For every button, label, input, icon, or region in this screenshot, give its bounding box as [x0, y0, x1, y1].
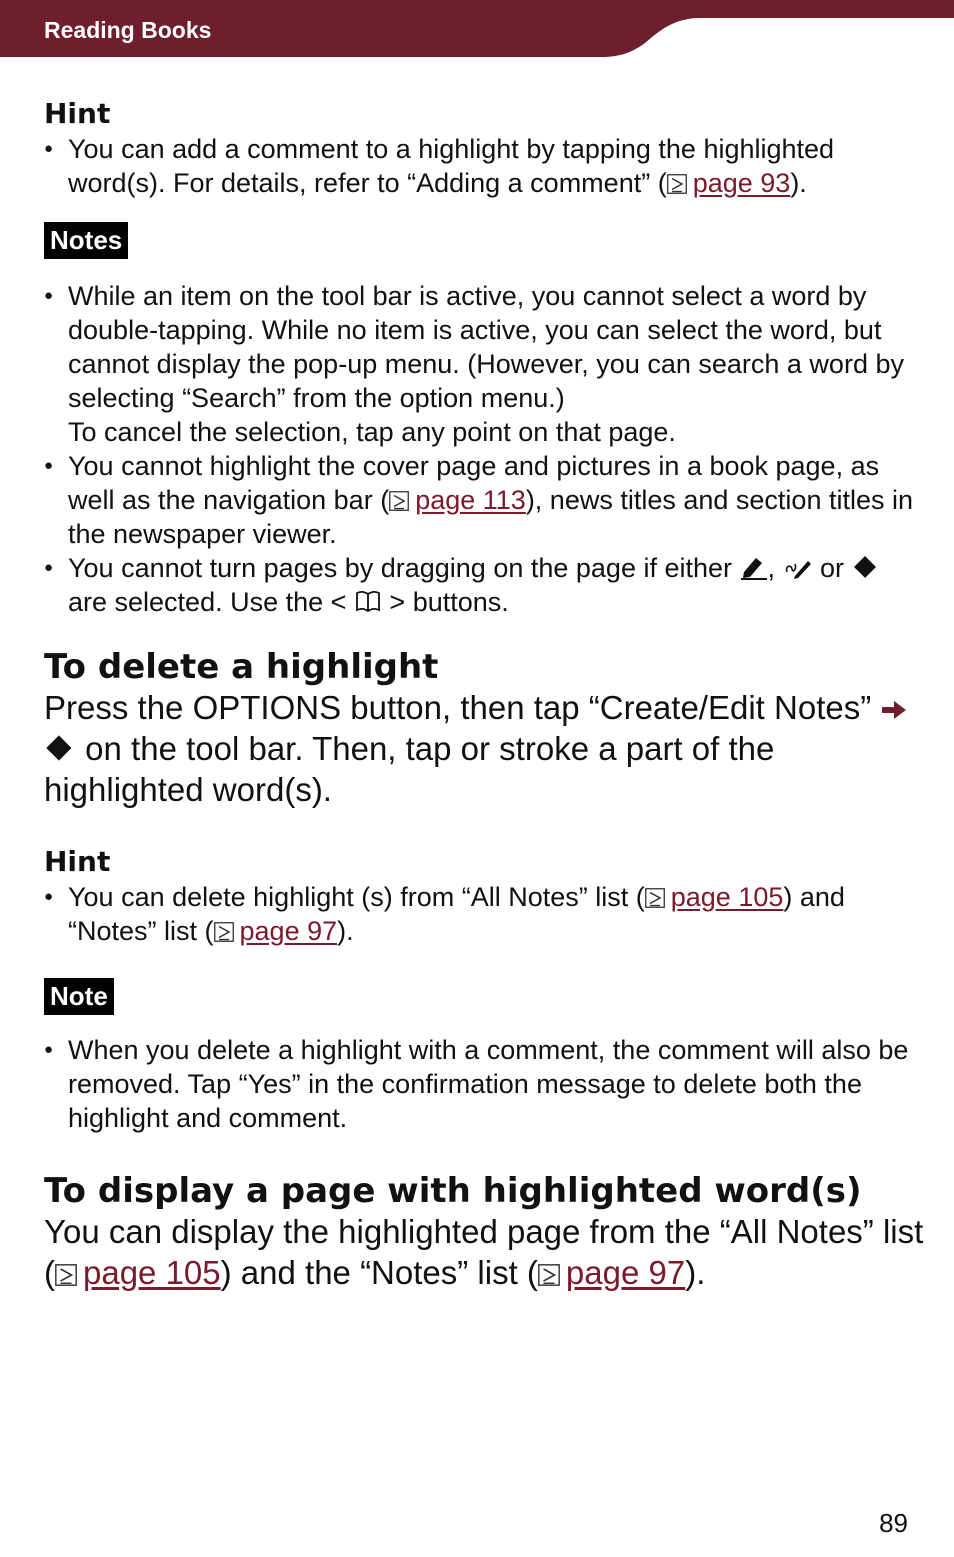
notes-badge: Notes — [44, 222, 128, 259]
page-reference-link[interactable] — [389, 485, 526, 515]
note-item: ● When you delete a highlight with a comment, the comment will also be removed. Tap “Yes” in the confirmation message to delete both the highlight and comment. — [44, 1033, 924, 1135]
section-heading-display: To display a page with highlighted word(s) — [44, 1171, 862, 1211]
note-list — [44, 1033, 924, 1135]
display-instructions: You can display the highlighted page from the “All Notes” list ( page 105) and the “Notes” list ( page 97). — [44, 1213, 924, 1291]
ref-arrow-icon — [645, 888, 665, 908]
pen-icon — [783, 556, 813, 580]
page-reference-text: page 97 — [565, 1254, 686, 1291]
page-reference-text: page 93 — [692, 168, 791, 198]
page-content — [44, 96, 924, 1293]
book-icon — [354, 590, 382, 614]
page-reference-link[interactable] — [214, 916, 338, 946]
page-reference-link[interactable] — [55, 1254, 221, 1291]
delete-instructions: Press the OPTIONS button, then tap “Create/Edit Notes” on the tool bar. Then, tap or stroke a part of the highlighted word(s). — [44, 687, 924, 810]
ref-arrow-icon — [214, 922, 234, 942]
hint-item: ● You can delete highlight (s) from “All Notes” list ( page 105) and “Notes” list ( page 97). — [44, 880, 924, 948]
page-reference-link[interactable] — [538, 1254, 685, 1291]
ref-arrow-icon — [538, 1264, 560, 1286]
highlighter-pen-icon — [740, 554, 768, 580]
notes-item: ● You cannot highlight the cover page and pictures in a book page, as well as the navigation bar ( page 113), news titles and section titles in the newspaper viewer. — [44, 449, 924, 551]
note-badge: Note — [44, 978, 114, 1015]
page-reference-text: page 113 — [415, 485, 526, 515]
ref-arrow-icon — [389, 491, 409, 511]
eraser-icon — [852, 554, 880, 580]
notes-list — [44, 279, 924, 619]
notes-item: ● You cannot turn pages by dragging on the page if either , or are selected. Use the < > buttons. — [44, 551, 924, 619]
eraser-icon — [44, 733, 76, 763]
page-number: 89 — [879, 1508, 908, 1538]
page-reference-text: page 105 — [83, 1254, 221, 1291]
page-reference-text: page 97 — [239, 916, 338, 946]
hint-item: ● You can add a comment to a highlight by tapping the highlighted word(s). For details, refer to “Adding a comment” ( page 93). — [44, 132, 924, 200]
ref-arrow-icon — [667, 174, 687, 194]
section-heading-delete: To delete a highlight — [44, 647, 439, 687]
page-header — [0, 0, 954, 57]
hint-heading: Hint — [44, 97, 111, 130]
notes-item: ● While an item on the tool bar is active, you cannot select a word by double-tapping. While no item is active, you can select the word, but cannot display the pop-up menu. (However, you can search a word by selecting “Search” from the option menu.) To cancel the selection, tap any point on that page. — [44, 279, 924, 449]
hint-list — [44, 132, 924, 200]
hint-list — [44, 880, 924, 948]
page-reference-link[interactable] — [667, 168, 791, 198]
ref-arrow-icon — [55, 1264, 77, 1286]
page-reference-link[interactable] — [645, 882, 784, 912]
page-reference-text: page 105 — [670, 882, 784, 912]
header-title: Reading Books — [44, 17, 212, 43]
hint-heading: Hint — [44, 845, 111, 878]
arrow-right-icon — [880, 698, 910, 722]
